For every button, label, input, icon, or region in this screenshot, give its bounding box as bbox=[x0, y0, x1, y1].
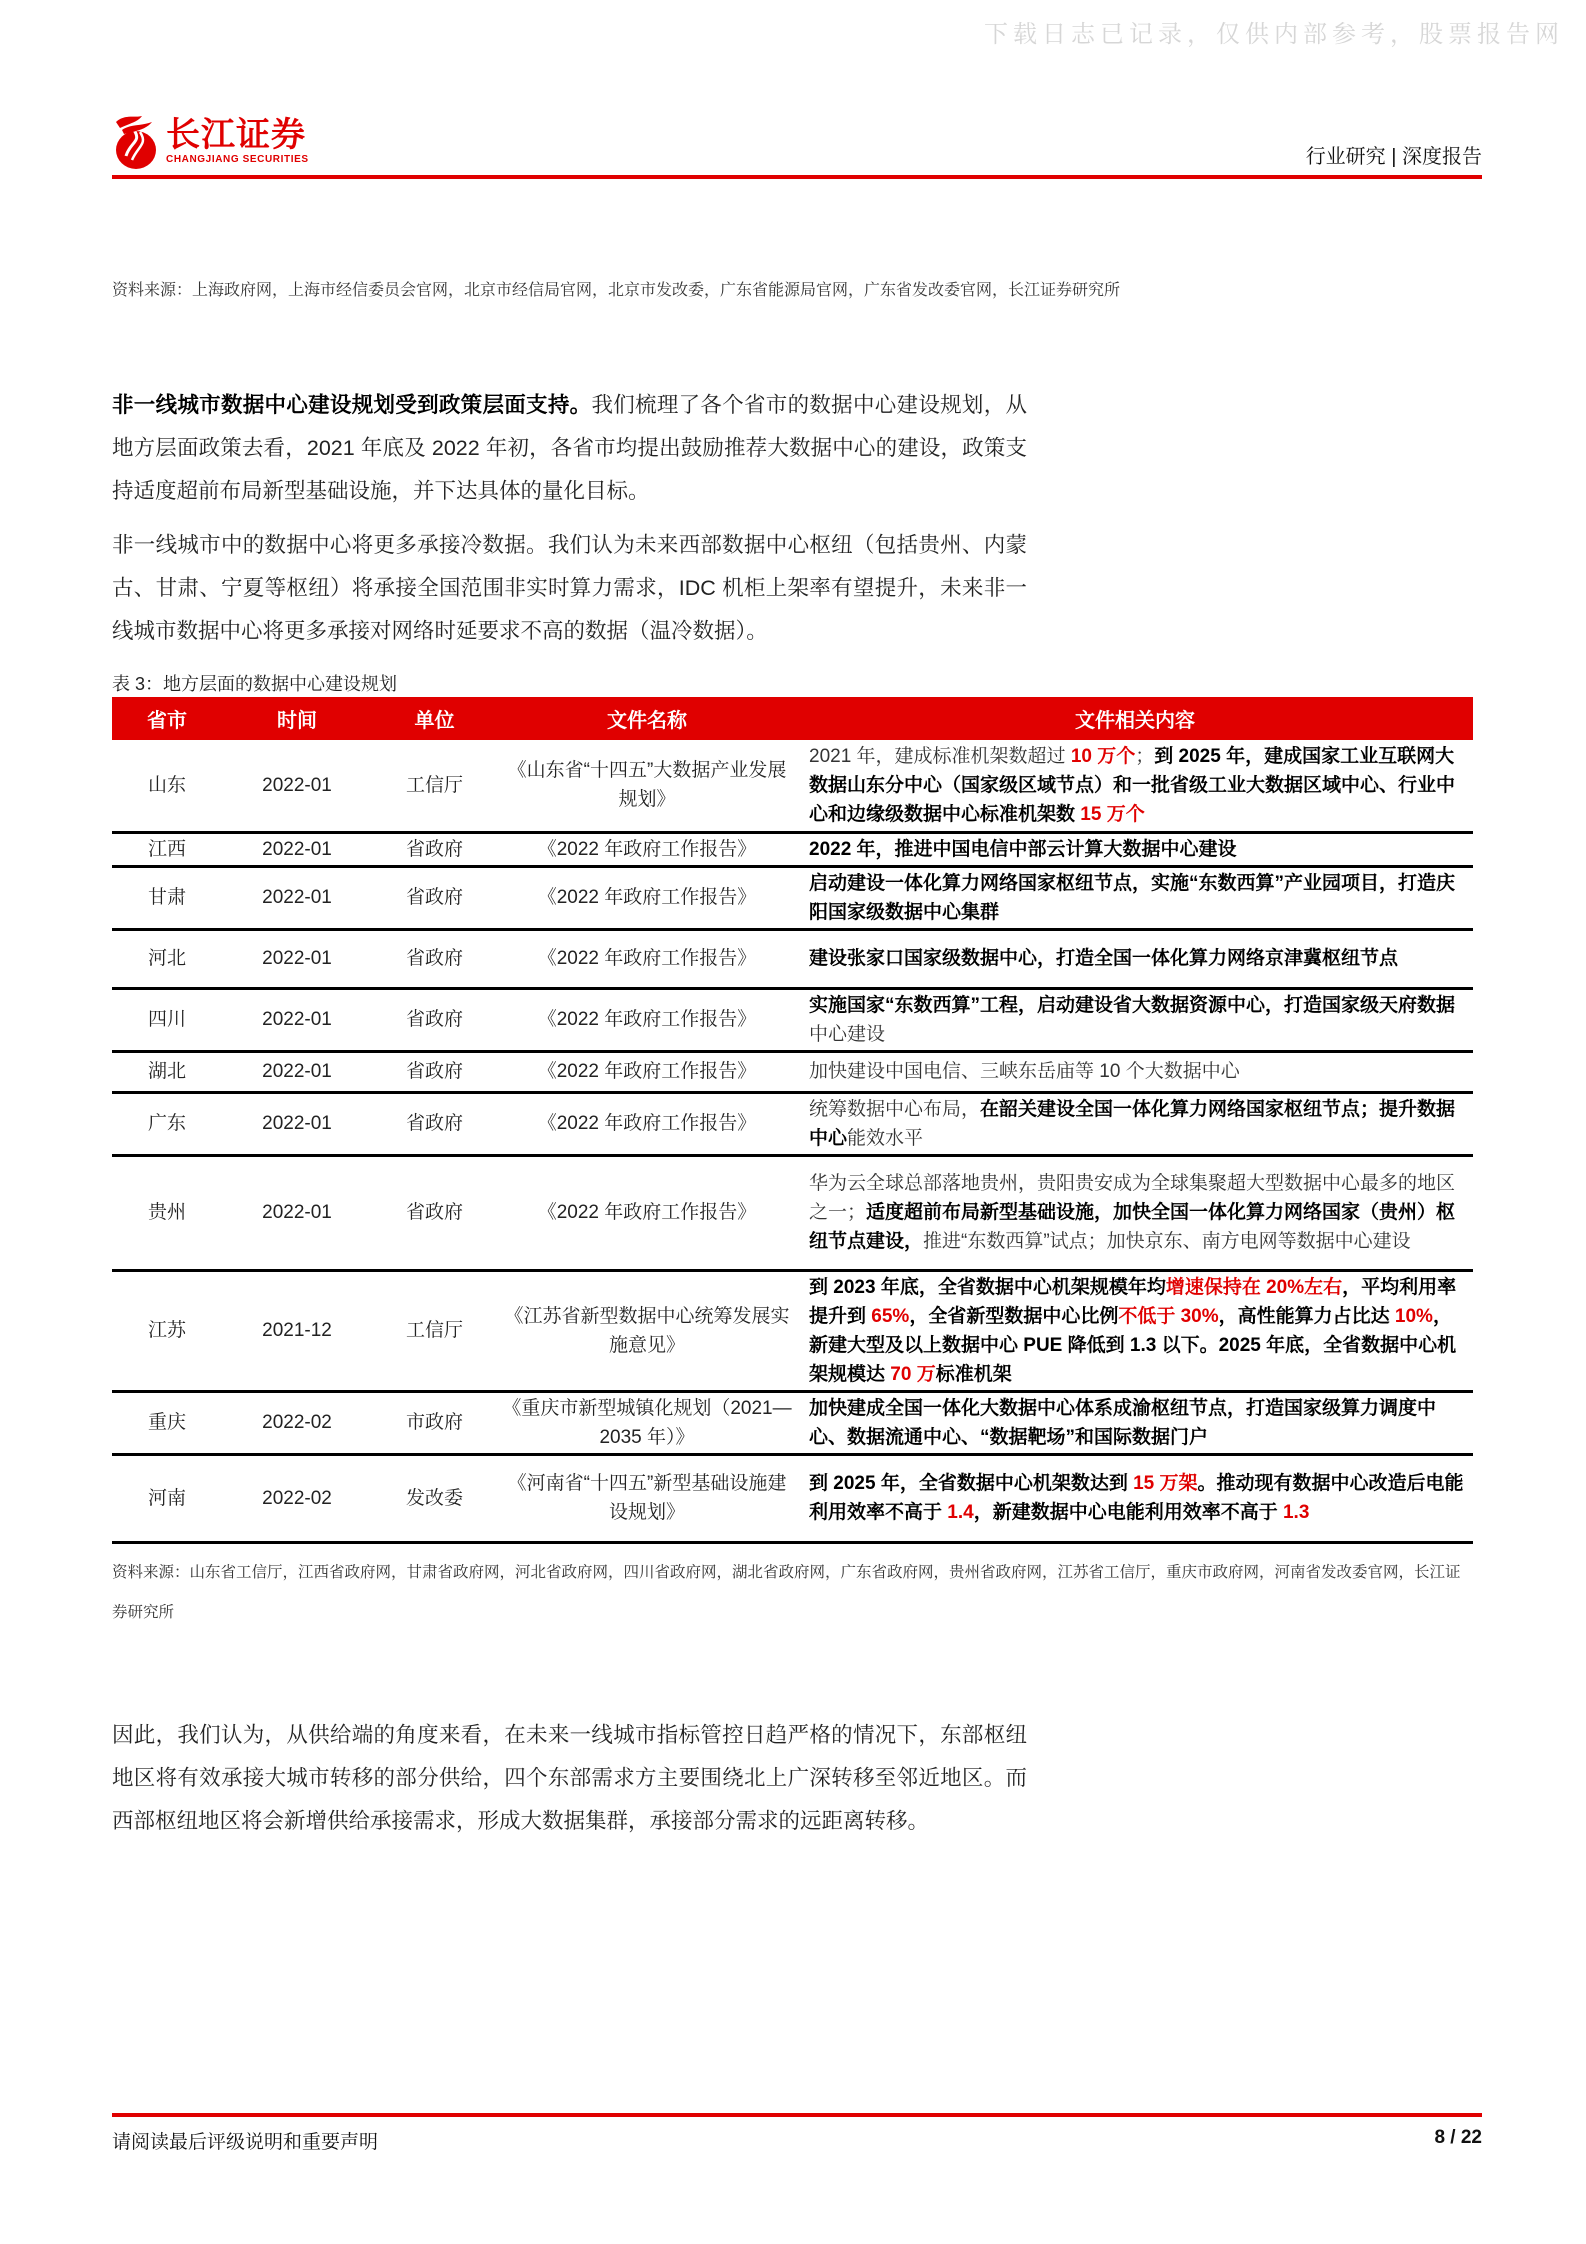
table-row bbox=[112, 866, 1473, 929]
table-row bbox=[112, 832, 1473, 866]
cell-unit: 省政府 bbox=[372, 1051, 497, 1092]
content-text: 实施国家“东数西算”工程，启动建设省大数据资源中心，打造国家级天府数据 bbox=[809, 994, 1456, 1016]
cell-unit: 工信厅 bbox=[372, 740, 497, 832]
table-row bbox=[112, 1270, 1473, 1391]
table-row bbox=[112, 988, 1473, 1051]
cell-unit: 工信厅 bbox=[372, 1270, 497, 1391]
cell-document: 《2022 年政府工作报告》 bbox=[497, 832, 797, 866]
table-row bbox=[112, 1454, 1473, 1542]
cell-province: 贵州 bbox=[112, 1155, 222, 1270]
report-category: 行业研究 | 深度报告 bbox=[1305, 146, 1482, 168]
content-text: 到 2023 年底，全省数据中心机架规模年均 bbox=[809, 1276, 1166, 1298]
footer-disclaimer: 请阅读最后评级说明和重要声明 bbox=[112, 2132, 379, 2153]
logo-chinese-name: 长江证券 bbox=[166, 116, 306, 154]
cell-unit: 省政府 bbox=[372, 988, 497, 1051]
table-row bbox=[112, 1155, 1473, 1270]
paragraph-lead: 非一线城市数据中心建设规划受到政策层面支持。 bbox=[112, 393, 592, 417]
cell-document: 《2022 年政府工作报告》 bbox=[497, 866, 797, 929]
paragraph-conclusion: 因此，我们认为，从供给端的角度来看，在未来一线城市指标管控日趋严格的情况下，东部枢纽地区将有效承接大城市转移的部分供给，四个东部需求方主要围绕北上广深转移至邻近地区。而西部枢纽地区将会新增供给承接需求，形成大数据集群，承接部分需求的远距离转移。 bbox=[112, 1723, 1027, 1833]
content-text: 适度超前布局新型基础设施，加快全国一体化算力网络国家（贵州）枢纽节点建设， bbox=[809, 1202, 1456, 1252]
header-document: 文件名称 bbox=[497, 697, 797, 740]
header-unit: 单位 bbox=[372, 697, 497, 740]
content-text: 标准机架 bbox=[935, 1363, 1012, 1385]
cell-unit: 省政府 bbox=[372, 1155, 497, 1270]
cell-document: 《山东省“十四五”大数据产业发展规划》 bbox=[497, 740, 797, 832]
table-header-row bbox=[112, 697, 1473, 740]
cell-document: 《2022 年政府工作报告》 bbox=[497, 1051, 797, 1092]
highlight-figure: 不低于 30% bbox=[1118, 1305, 1219, 1327]
company-logo bbox=[112, 112, 309, 170]
content-text: 在韶关建设全国一体化算力网络国家枢纽节点；提升数据中心 bbox=[809, 1098, 1456, 1149]
cell-unit: 省政府 bbox=[372, 929, 497, 988]
table-row bbox=[112, 1051, 1473, 1092]
cell-province: 河南 bbox=[112, 1454, 222, 1542]
cell-date: 2022-02 bbox=[222, 1391, 372, 1454]
content-text: 到 2025 年，建成国家工业互联网大数据山东分中心（国家级区域节点）和一批省级工业大数据区域中心、行业中心和边缘级数据中心标准机架数 bbox=[809, 745, 1456, 825]
content-text: 到 2025 年，全省数据中心机架数达到 bbox=[809, 1473, 1134, 1494]
cell-document: 《江苏省新型数据中心统筹发展实施意见》 bbox=[497, 1270, 797, 1391]
content-text: ，全省新型数据中心比例 bbox=[909, 1305, 1119, 1327]
table-caption: 表 3：地方层面的数据中心建设规划 bbox=[112, 674, 398, 694]
cell-date: 2021-12 bbox=[222, 1270, 372, 1391]
content-text: 统筹数据中心布局， bbox=[809, 1098, 981, 1120]
cell-document: 《重庆市新型城镇化规划（2021—2035 年）》 bbox=[497, 1391, 797, 1454]
cell-date: 2022-01 bbox=[222, 1092, 372, 1155]
header-content: 文件相关内容 bbox=[797, 697, 1473, 740]
cell-province: 河北 bbox=[112, 929, 222, 988]
logo-english-name: CHANGJIANG SECURITIES bbox=[166, 154, 309, 165]
highlight-figure: 增速保持在 20%左右 bbox=[1165, 1276, 1343, 1298]
cell-content bbox=[797, 1454, 1473, 1542]
cell-unit: 省政府 bbox=[372, 1092, 497, 1155]
highlight-figure: 1.4 bbox=[947, 1502, 974, 1523]
cell-province: 山东 bbox=[112, 740, 222, 832]
paragraph-body: 我们梳理了各个省市的数据中心建设规划，从地方层面政策去看，2021 年底及 2022 年初，各省市均提出鼓励推荐大数据中心的建设，政策支持适度超前布局新型基础设施，并下达具体的量化目标。 bbox=[112, 393, 1027, 503]
content-text: 能效水平 bbox=[847, 1127, 924, 1149]
table-row bbox=[112, 1092, 1473, 1155]
cell-content bbox=[797, 1051, 1473, 1092]
cell-date: 2022-02 bbox=[222, 1454, 372, 1542]
cell-province: 甘肃 bbox=[112, 866, 222, 929]
content-text: 推进“东数西算”试点；加快京东、南方电网等数据中心建设 bbox=[923, 1231, 1411, 1252]
content-text: 建设张家口国家级数据中心，打造全国一体化算力网络京津冀枢纽节点 bbox=[809, 948, 1399, 969]
table-row bbox=[112, 929, 1473, 988]
content-text: 2022 年，推进中国电信中部云计算大数据中心建设 bbox=[809, 838, 1237, 860]
cell-date: 2022-01 bbox=[222, 740, 372, 832]
cell-content bbox=[797, 832, 1473, 866]
content-text: 华为云全球总部落地贵州，贵阳贵安成为全球集聚超大型数据中心最多的地区之一； bbox=[809, 1173, 1456, 1223]
cell-content bbox=[797, 740, 1473, 832]
cell-content bbox=[797, 929, 1473, 988]
footer-divider bbox=[112, 2113, 1482, 2117]
content-text: 。推动现有数据中心改造后电能利用效率不高于 bbox=[809, 1473, 1464, 1523]
cell-document: 《2022 年政府工作报告》 bbox=[497, 1092, 797, 1155]
cell-province: 湖北 bbox=[112, 1051, 222, 1092]
cell-province: 江苏 bbox=[112, 1270, 222, 1391]
cell-province: 广东 bbox=[112, 1092, 222, 1155]
content-text: 加快建设中国电信、三峡东岳庙等 10 个大数据中心 bbox=[809, 1061, 1240, 1082]
content-text: ，新建数据中心电能利用效率不高于 bbox=[973, 1502, 1283, 1523]
header-province: 省市 bbox=[112, 697, 222, 740]
content-text: 启动建设一体化算力网络国家枢纽节点，实施“东数西算”产业园项目，打造庆阳国家级数据中心集群 bbox=[809, 872, 1456, 923]
cell-date: 2022-01 bbox=[222, 1155, 372, 1270]
phoenix-logo-icon bbox=[112, 112, 162, 170]
cell-document: 《河南省“十四五”新型基础设施建设规划》 bbox=[497, 1454, 797, 1542]
cell-content bbox=[797, 1155, 1473, 1270]
highlight-figure: 10 万个 bbox=[1070, 745, 1136, 767]
cell-document: 《2022 年政府工作报告》 bbox=[497, 988, 797, 1051]
content-text: ； bbox=[1135, 745, 1155, 767]
content-text: ，平均利用率提升到 bbox=[809, 1276, 1457, 1327]
highlight-figure: 15 万个 bbox=[1080, 803, 1145, 825]
content-text: 2021 年，建成标准机架数超过 bbox=[809, 745, 1071, 767]
cell-province: 江西 bbox=[112, 832, 222, 866]
cell-content bbox=[797, 988, 1473, 1051]
cell-date: 2022-01 bbox=[222, 929, 372, 988]
highlight-figure: 1.3 bbox=[1282, 1502, 1310, 1523]
cell-date: 2022-01 bbox=[222, 988, 372, 1051]
highlight-figure: 15 万架 bbox=[1133, 1473, 1198, 1494]
page-number: 8 / 22 bbox=[1434, 2127, 1482, 2148]
content-text: ，高性能算力占比达 bbox=[1218, 1305, 1395, 1327]
cell-unit: 发改委 bbox=[372, 1454, 497, 1542]
data-center-plan-table bbox=[112, 697, 1473, 1544]
cell-province: 四川 bbox=[112, 988, 222, 1051]
cell-document: 《2022 年政府工作报告》 bbox=[497, 929, 797, 988]
paragraph-cold-data: 非一线城市中的数据中心将更多承接冷数据。我们认为未来西部数据中心枢纽（包括贵州、内蒙古、甘肃、宁夏等枢纽）将承接全国范围非实时算力需求，IDC 机柜上架率有望提升，未来非一线城市数据中心将更多承接对网络时延要求不高的数据（温冷数据）。 bbox=[112, 533, 1027, 643]
cell-province: 重庆 bbox=[112, 1391, 222, 1454]
watermark: 下载日志已记录，仅供内部参考，股票报告网 bbox=[984, 20, 1564, 48]
cell-content bbox=[797, 1270, 1473, 1391]
content-text: 加快建成全国一体化大数据中心体系成渝枢纽节点，打造国家级算力调度中心、数据流通中心、“数据靶场”和国际数据门户 bbox=[809, 1397, 1437, 1448]
cell-unit: 省政府 bbox=[372, 832, 497, 866]
cell-content bbox=[797, 1391, 1473, 1454]
header-date: 时间 bbox=[222, 697, 372, 740]
cell-unit: 市政府 bbox=[372, 1391, 497, 1454]
content-text: 中心建设 bbox=[809, 1023, 886, 1045]
top-source-note: 资料来源：上海政府网，上海市经信委员会官网，北京市经信局官网，北京市发改委，广东省能源局官网，广东省发改委官网，长江证券研究所 bbox=[112, 282, 1121, 299]
header-divider bbox=[112, 175, 1482, 179]
highlight-figure: 10% bbox=[1394, 1305, 1433, 1327]
cell-unit: 省政府 bbox=[372, 866, 497, 929]
cell-date: 2022-01 bbox=[222, 866, 372, 929]
content-text: ，新建大型及以上数据中心 PUE 降低到 1.3 以下。2025 年底，全省数据中心机架规模达 bbox=[809, 1305, 1457, 1385]
paragraph-policy-support bbox=[112, 384, 1027, 513]
table-row bbox=[112, 1391, 1473, 1454]
cell-content bbox=[797, 866, 1473, 929]
table-row bbox=[112, 740, 1473, 832]
cell-date: 2022-01 bbox=[222, 832, 372, 866]
cell-document: 《2022 年政府工作报告》 bbox=[497, 1155, 797, 1270]
highlight-figure: 65% bbox=[871, 1305, 910, 1327]
highlight-figure: 70 万 bbox=[890, 1363, 936, 1385]
cell-date: 2022-01 bbox=[222, 1051, 372, 1092]
cell-content bbox=[797, 1092, 1473, 1155]
table-source-note: 资料来源：山东省工信厅，江西省政府网，甘肃省政府网，河北省政府网，四川省政府网，湖北省政府网，广东省政府网，贵州省政府网，江苏省工信厅，重庆市政府网，河南省发改委官网，长江证券研究所 bbox=[112, 1564, 1461, 1621]
